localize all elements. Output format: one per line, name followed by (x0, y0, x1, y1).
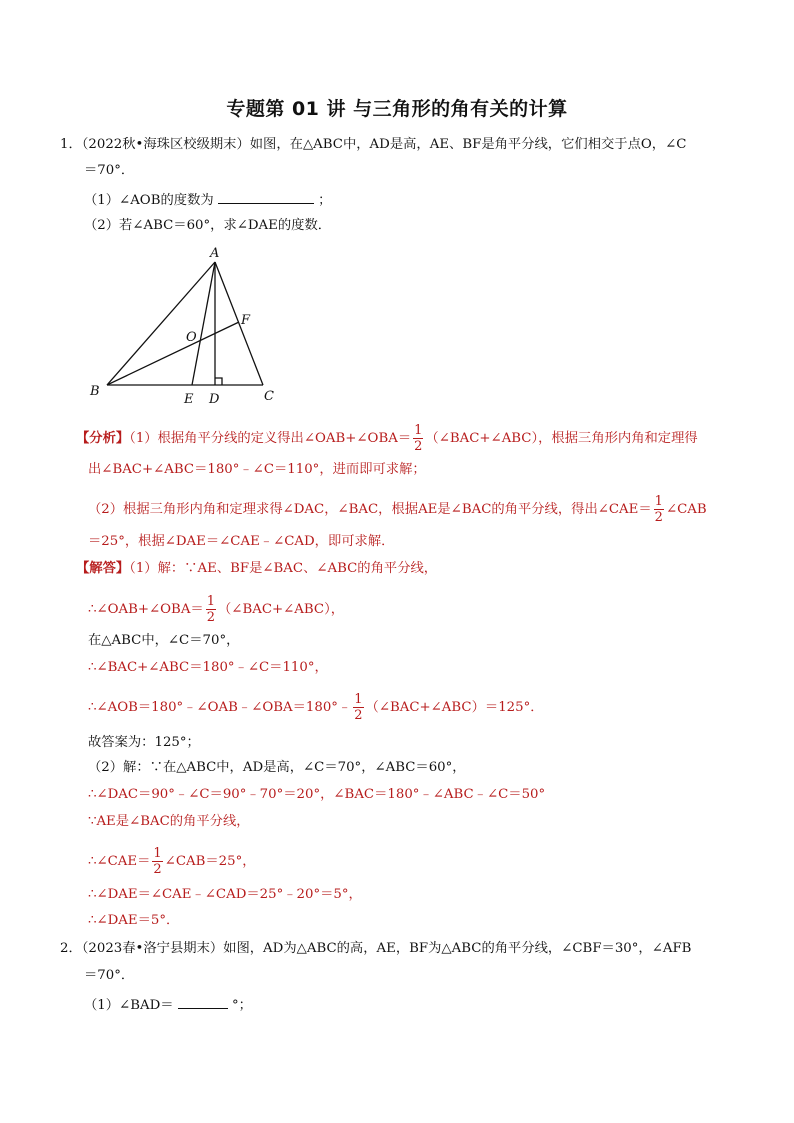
analysis-line4: ＝25°，根据∠DAE＝∠CAE﹣∠CAD，即可求解． (88, 534, 395, 549)
solution-line9: ∵AE是∠BAC的角平分线， (88, 814, 250, 829)
q2-sub1-text: （1）∠BAD＝ (84, 998, 174, 1013)
fraction-denominator: 2 (414, 439, 423, 454)
label-f: F (241, 313, 251, 328)
solution-line3: 在△ABC中，∠C＝70°， (88, 633, 240, 648)
solution-line1 (76, 559, 437, 579)
fraction-denominator: 2 (206, 610, 216, 625)
fraction-numerator: 1 (206, 594, 216, 609)
q1-sub1-text: （1）∠AOB的度数为 (84, 193, 214, 208)
label-o: O (186, 330, 197, 345)
fraction-half (413, 423, 423, 454)
fraction-denominator: 2 (354, 708, 363, 723)
q2-sub1-end: °； (232, 998, 252, 1013)
analysis-tag: 【分析】 (76, 431, 130, 446)
bisector-bf (107, 322, 239, 385)
label-a: A (210, 246, 220, 261)
solution-line1-text: （1）解：∵AE、BF是∠BAC、∠ABC的角平分线， (129, 561, 438, 576)
solution-line2-rest: （∠BAC+∠ABC）， (218, 602, 345, 617)
solution-line5-rest: （∠BAC+∠ABC）＝125°． (365, 700, 544, 715)
q2-statement-line1: 2．（2023春•洛宁县期末）如图，AD为△ABC的高，AE，BF为△ABC的角平分线，∠CBF＝30°，∠AFB (60, 941, 692, 956)
q2-statement-line2: ＝70°． (84, 968, 135, 983)
fraction-denominator: 2 (654, 510, 663, 525)
triangle-figure (80, 240, 290, 415)
fraction-half (206, 594, 216, 625)
answer-blank (178, 994, 228, 1009)
right-angle-mark (215, 378, 222, 385)
q1-sub2: （2）若∠ABC＝60°，求∠DAE的度数． (84, 218, 332, 233)
solution-line2-text: ∴∠OAB+∠OBA＝ (88, 602, 204, 617)
page-title: 专题第 01 讲 与三角形的角有关的计算 (226, 98, 568, 120)
bisector-ae (192, 262, 215, 385)
fraction-half (654, 494, 664, 525)
solution-line7: （2）解：∵在△ABC中，AD是高，∠C＝70°，∠ABC＝60°， (88, 760, 466, 775)
solution-line8: ∴∠DAC＝90°﹣∠C＝90°﹣70°＝20°，∠BAC＝180°﹣∠ABC﹣∠C＝50° (88, 787, 546, 802)
solution-line12: ∴∠DAE＝5°． (88, 913, 180, 928)
label-d: D (209, 392, 220, 407)
q2-sub1 (84, 994, 252, 1016)
fraction-numerator: 1 (153, 846, 162, 861)
analysis-line3 (88, 494, 707, 525)
solution-line10 (88, 846, 256, 877)
fraction-numerator: 1 (414, 423, 423, 438)
solution-line4: ∴∠BAC+∠ABC＝180°﹣∠C＝110°， (88, 660, 328, 675)
solution-line2 (88, 594, 344, 625)
analysis-line1-text: （1）根据角平分线的定义得出∠OAB+∠OBA＝ (129, 431, 412, 446)
solution-line10-rest: ∠CAB＝25°， (164, 854, 256, 869)
analysis-line2: 出∠BAC+∠ABC＝180°﹣∠C＝110°，进而即可求解； (88, 462, 426, 477)
analysis-line1-rest: （∠BAC+∠ABC），根据三角形内角和定理得 (425, 431, 698, 446)
segment-ac (215, 262, 263, 385)
fraction-numerator: 1 (654, 494, 663, 509)
solution-line5-text: ∴∠AOB＝180°﹣∠OAB﹣∠OBA＝180°﹣ (88, 700, 352, 715)
segment-ab (107, 262, 215, 385)
answer-blank (218, 189, 314, 204)
solution-line5 (88, 692, 544, 723)
solution-line11: ∴∠DAE＝∠CAE﹣∠CAD＝25°﹣20°＝5°， (88, 887, 362, 902)
label-b: B (90, 384, 100, 399)
solution-line10-text: ∴∠CAE＝ (88, 854, 151, 869)
q1-statement-line1: 1．（2022秋•海珠区校级期末）如图，在△ABC中，AD是高，AE、BF是角平分线，它们相交于点O，∠C (60, 137, 687, 152)
analysis-line3-text: （2）根据三角形内角和定理求得∠DAC，∠BAC，根据AE是∠BAC的角平分线，得出∠CAE＝ (88, 502, 652, 517)
analysis-line1 (76, 423, 698, 454)
analysis-line3-rest: ∠CAB (665, 502, 707, 517)
label-e: E (184, 392, 194, 407)
q1-sub1-end: ； (318, 193, 332, 208)
fraction-half (353, 692, 363, 723)
solution-line6: 故答案为：125°； (88, 735, 200, 750)
label-c: C (264, 389, 274, 404)
fraction-denominator: 2 (153, 862, 162, 877)
fraction-numerator: 1 (354, 692, 363, 707)
fraction-half (152, 846, 162, 877)
solution-tag: 【解答】 (76, 561, 130, 576)
q1-sub1 (84, 189, 331, 211)
q1-statement-line2: ＝70°． (84, 163, 135, 178)
